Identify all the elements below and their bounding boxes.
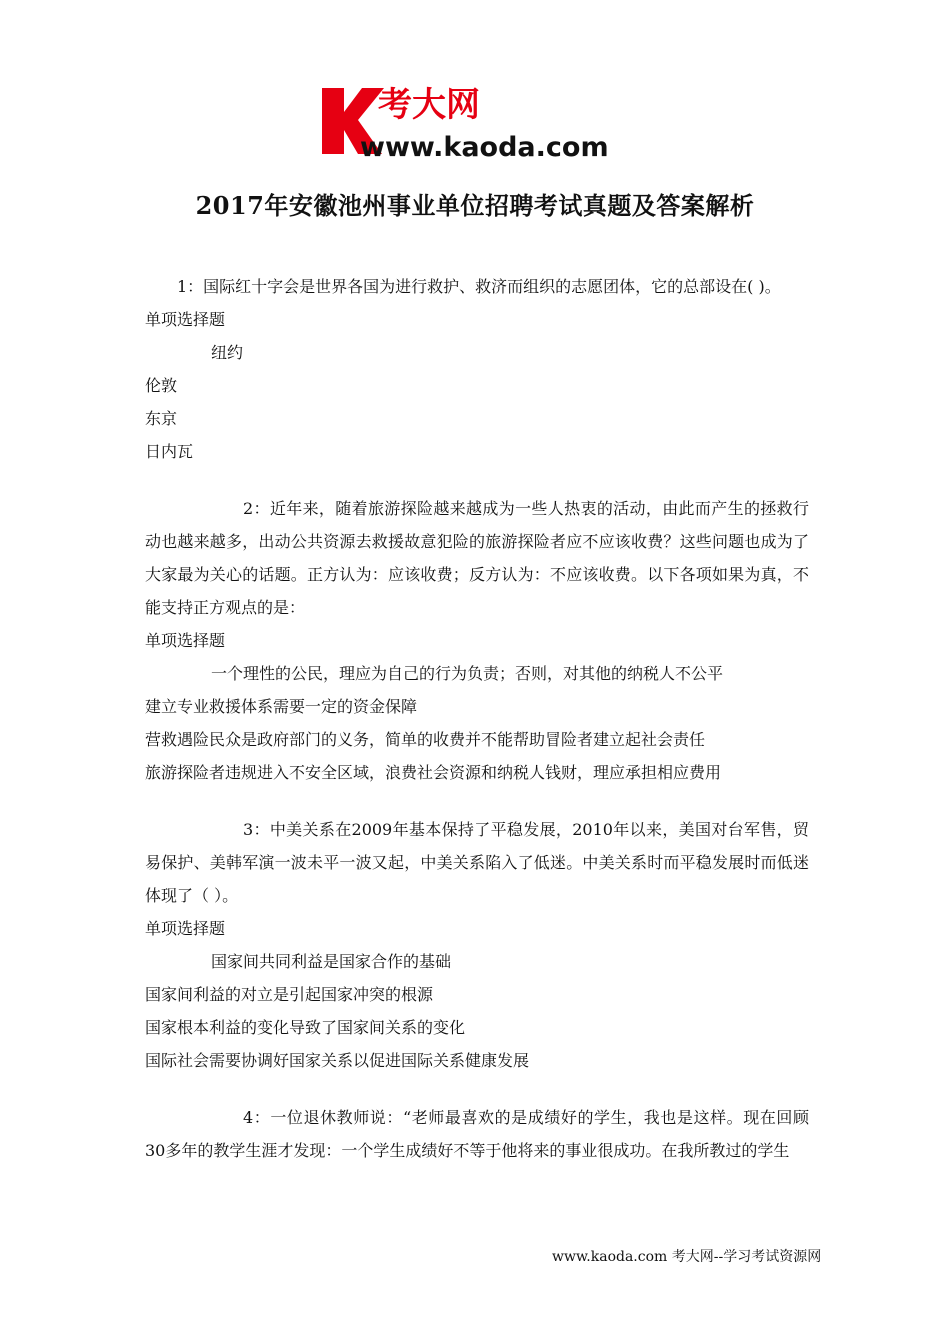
question-1-option: 伦敦 (145, 376, 178, 395)
question-3-option: 国家间共同利益是国家合作的基础 (211, 952, 452, 971)
question-1-type: 单项选择题 (145, 310, 226, 329)
question-3-option: 国家根本利益的变化导致了国家间关系的变化 (145, 1018, 466, 1037)
question-1-option: 纽约 (211, 343, 244, 362)
logo-brand-cn: 考大网 (378, 85, 480, 125)
question-3-stem: 3：中美关系在2009年基本保持了平稳发展，2010年以来，美国对台军售，贸易保护、美韩军演一波未平一波又起，中美关系陷入了低迷。中美关系时而平稳发展时而低迷体现了（ ）。 (145, 820, 809, 905)
question-4 (145, 1101, 809, 1167)
question-1-option: 东京 (145, 409, 178, 428)
question-2-option: 建立专业救援体系需要一定的资金保障 (145, 697, 418, 716)
question-3-option: 国家间利益的对立是引起国家冲突的根源 (145, 985, 434, 1004)
kaoda-logo (318, 82, 638, 162)
question-1 (145, 270, 809, 468)
question-2-option: 营救遇险民众是政府部门的义务，简单的收费并不能帮助冒险者建立起社会责任 (145, 730, 706, 749)
question-1-stem: 1：国际红十字会是世界各国为进行救护、救济而组织的志愿团体，它的总部设在( )。 (177, 277, 781, 296)
question-3 (145, 813, 809, 1077)
question-4-stem: 4：一位退休教师说：“老师最喜欢的是成绩好的学生，我也是这样。现在回顾30多年的教学生涯才发现：一个学生成绩好不等于他将来的事业很成功。在我所教过的学生 (145, 1108, 809, 1160)
question-1-option: 日内瓦 (145, 442, 194, 461)
question-2 (145, 492, 809, 789)
question-2-type: 单项选择题 (145, 631, 226, 650)
question-list (145, 270, 809, 1191)
question-3-type: 单项选择题 (145, 919, 226, 938)
logo-brand-url: www.kaoda.com (360, 132, 609, 162)
question-2-stem: 2：近年来，随着旅游探险越来越成为一些人热衷的活动，由此而产生的拯救行动也越来越多，出动公共资源去救援故意犯险的旅游探险者应不应该收费？这些问题也成为了大家最为关心的话题。正方认为：应该收费；反方认为：不应该收费。以下各项如果为真，不能支持正方观点的是： (145, 499, 809, 617)
question-3-option: 国际社会需要协调好国家关系以促进国际关系健康发展 (145, 1051, 530, 1070)
kaoda-logo-graphic (318, 82, 638, 162)
page-title: 2017年安徽池州事业单位招聘考试真题及答案解析 (195, 191, 755, 220)
question-2-option: 一个理性的公民，理应为自己的行为负责；否则，对其他的纳税人不公平 (211, 664, 724, 683)
page-footer: www.kaoda.com 考大网--学习考试资源网 (552, 1249, 822, 1265)
question-2-option: 旅游探险者违规进入不安全区域，浪费社会资源和纳税人钱财，理应承担相应费用 (145, 763, 722, 782)
